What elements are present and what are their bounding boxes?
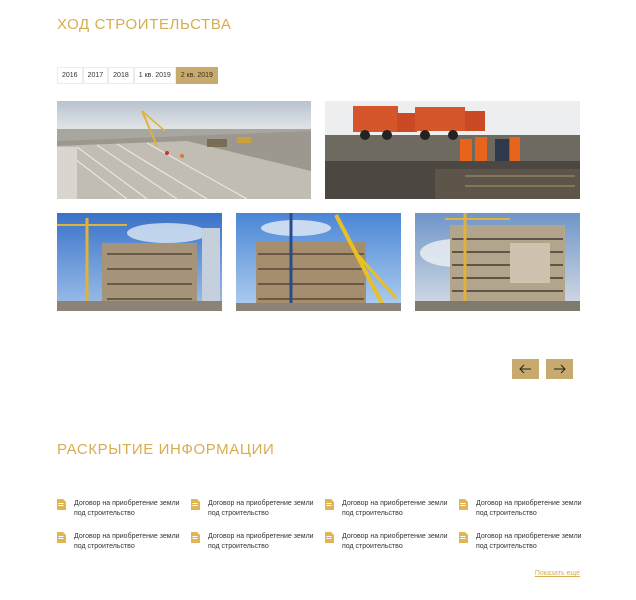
document-label: Договор на приобретение земли под строительство: [208, 533, 314, 550]
next-button[interactable]: [546, 359, 573, 379]
construction-photo-5[interactable]: [415, 213, 580, 311]
document-item[interactable]: [57, 499, 182, 519]
document-label: Договор на приобретение земли под строительство: [342, 500, 448, 517]
page-title: ХОД СТРОИТЕЛЬСТВА: [57, 16, 232, 33]
construction-photo-1[interactable]: [57, 101, 311, 199]
document-icon: [325, 532, 334, 543]
tab-2017[interactable]: 2017: [83, 67, 109, 84]
document-item[interactable]: [325, 499, 450, 519]
construction-photo-3[interactable]: [57, 213, 222, 311]
tab-q1-2019[interactable]: 1 кв. 2019: [134, 67, 176, 84]
document-label: Договор на приобретение земли под строительство: [342, 533, 448, 550]
document-icon: [57, 532, 66, 543]
document-label: Договор на приобретение земли под строительство: [476, 533, 582, 550]
construction-photo-4[interactable]: [236, 213, 401, 311]
section-title-disclosure: РАСКРЫТИЕ ИНФОРМАЦИИ: [57, 441, 275, 458]
document-item[interactable]: [57, 532, 182, 552]
document-label: Договор на приобретение земли под строительство: [74, 533, 180, 550]
document-item[interactable]: [459, 499, 584, 519]
year-tabs: [57, 67, 218, 84]
document-item[interactable]: [459, 532, 584, 552]
document-icon: [191, 499, 200, 510]
document-item[interactable]: [325, 532, 450, 552]
document-label: Договор на приобретение земли под строительство: [74, 500, 180, 517]
prev-button[interactable]: [512, 359, 539, 379]
show-more-link[interactable]: Показать еще: [534, 570, 580, 577]
document-item[interactable]: [191, 532, 316, 552]
tab-2018[interactable]: 2018: [108, 67, 134, 84]
document-icon: [325, 499, 334, 510]
document-item[interactable]: [191, 499, 316, 519]
arrow-right-icon: [553, 364, 566, 374]
tab-q2-2019[interactable]: 2 кв. 2019: [176, 67, 218, 84]
document-label: Договор на приобретение земли под строительство: [208, 500, 314, 517]
arrow-left-icon: [519, 364, 532, 374]
document-icon: [459, 532, 468, 543]
document-label: Договор на приобретение земли под строительство: [476, 500, 582, 517]
document-icon: [57, 499, 66, 510]
construction-photo-2[interactable]: [325, 101, 580, 199]
document-icon: [191, 532, 200, 543]
tab-2016[interactable]: 2016: [57, 67, 83, 84]
document-icon: [459, 499, 468, 510]
